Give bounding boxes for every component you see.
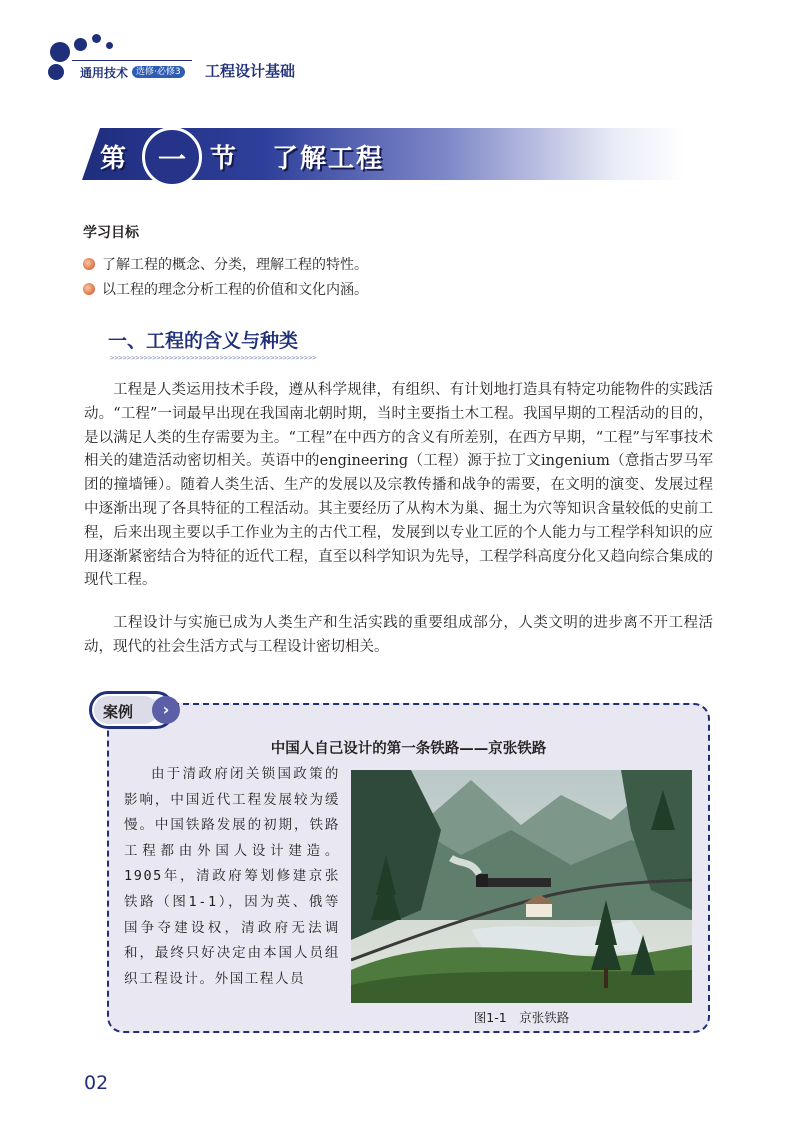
- banner-suffix: 节: [210, 144, 239, 174]
- banner-prefix: 第: [100, 144, 129, 174]
- objective-item: [83, 279, 368, 299]
- figure-caption: 图1-1 京张铁路: [473, 1010, 570, 1025]
- subsection-underline: >>>>>>>>>>>>>>>>>>>>>>>>>>>>>>>>>>>>>>>>>>>>>>>>>: [110, 354, 317, 362]
- body-paragraph: 工程是人类运用技术手段，遵从科学规律，有组织、有计划地打造具有特定功能物件的实践活动。“工程”一词最早出现在我国南北朝时期，当时主要指土木工程。我国早期的工程活动的目的，是以满足人类的生存需要为主。“工程”在中西方的含义有所差别，在西方早期，“工程”与军事技术相关的建造活动密切相关。英语中的engineering（工程）源于拉丁文ingenium（意指古罗马军团的撞墙锤）。随着人类生活、生产的发展以及宗教传播和战争的需要，在文明的演变、发展过程中逐渐出现了各具特征的工程活动。其主要经历了从构木为巢、掘土为穴等知识含量较低的史前工程，后来出现主要以手工作业为主的古代工程，发展到以专业工匠的个人能力与工程学科知识的应用逐渐紧密结合为特征的近代工程，直至以科学知识为先导，工程学科高度分化又趋向综合集成的现代工程。: [84, 382, 713, 589]
- objectives-title: 学习目标: [83, 225, 139, 241]
- header-book-title: 工程设计基础: [205, 62, 296, 80]
- header-subseries: 选修·必修3: [132, 66, 185, 78]
- objective-text: 以工程的理念分析工程的价值和文化内涵。: [102, 282, 368, 298]
- subsection-heading: 一、工程的含义与种类: [108, 330, 299, 352]
- page-number: 02: [84, 1072, 109, 1094]
- figure-jingzhang-railway: [351, 770, 692, 1003]
- chevron-right-icon: ›: [152, 696, 180, 724]
- header-rule: [72, 60, 192, 61]
- bullet-icon: [83, 258, 95, 270]
- banner-number: 一: [157, 143, 186, 176]
- banner-title: 了解工程: [272, 144, 385, 174]
- objective-text: 了解工程的概念、分类，理解工程的特性。: [102, 257, 368, 273]
- case-title: 中国人自己设计的第一条铁路——京张铁路: [270, 741, 547, 757]
- body-paragraph: 工程设计与实施已成为人类生产和生活实践的重要组成部分，人类文明的进步离不开工程活动，现代的社会生活方式与工程设计密切相关。: [84, 615, 713, 655]
- header-series: 通用技术: [80, 66, 129, 80]
- bullet-icon: [83, 283, 95, 295]
- objective-item: [83, 254, 368, 274]
- case-label: 案例: [103, 703, 134, 721]
- case-text: 由于清政府闭关锁国政策的影响，中国近代工程发展较为缓慢。中国铁路发展的初期，铁路工程都由外国人设计建造。1905年，清政府筹划修建京张铁路（图1-1），因为英、俄等国争夺建设权，清政府无法调和，最终只好决定由本国人员组织工程设计。外国工程人员: [124, 766, 340, 987]
